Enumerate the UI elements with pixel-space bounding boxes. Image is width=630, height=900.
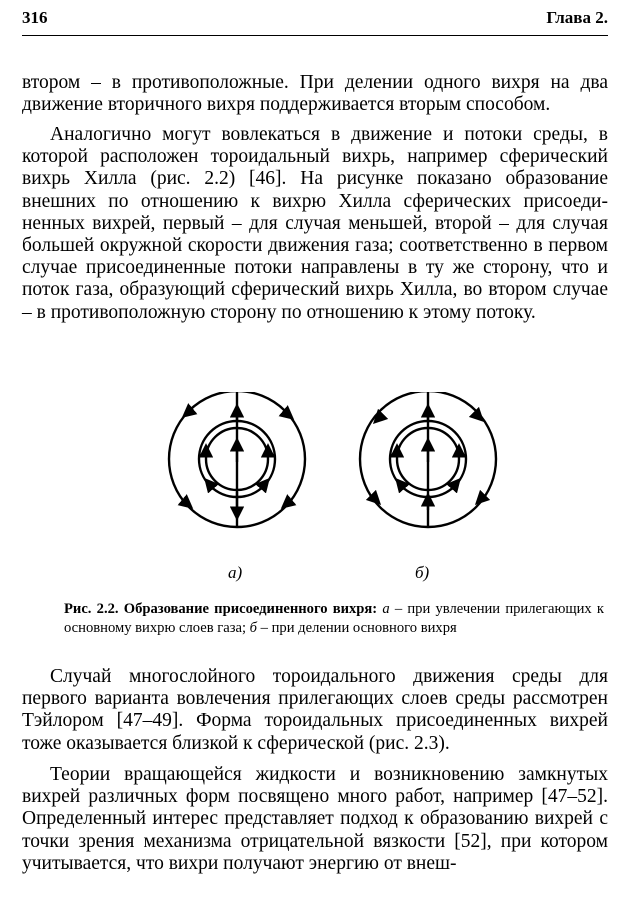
figure-caption [64, 600, 604, 638]
vortex-figure [0, 392, 630, 592]
page-header [22, 8, 608, 32]
paragraph-4: Теории вращающейся жидкости и возникновению замкнутых вихрей различных форм посвящено много работ, например [47–52]. Определенный интерес представляет подход к образованию вихрей с точки зрения механизма отрицательной вязкости [52], при котором учитывается, что вихри получают энергию от внеш- [22, 764, 608, 874]
caption-title: Рис. 2.2. Образование присоединенного вихря: [64, 601, 378, 617]
caption-a-letter: а [382, 601, 390, 617]
caption-b-letter: б [249, 620, 258, 636]
figure-label-b: б) [415, 563, 430, 582]
diagram-a [169, 392, 305, 527]
page-number: 316 [22, 8, 48, 27]
header-rule [22, 35, 608, 36]
diagram-b [360, 392, 496, 527]
figure-label-a: а) [228, 563, 243, 582]
chapter-title: Глава 2. [546, 8, 608, 27]
paragraph-2: Аналогично могут вовлекаться в движение и потоки среды, в которой расположен тороидальный вихрь, например сферический вихрь Хилла (рис. 2.2) [46]. На рисунке показано образование внешних по отношению к вихрю Хилла сферических присоединенных вихрей, первый – для случая меньшей, второй – для случая большей окружной скорости движения газа; соответственно в первом случае присоединенные потоки направлены в ту же сторону, что и поток газа, образующий сферический вихрь Хилла, во втором случае – в противоположную сторону по отношению к этому потоку. [22, 124, 608, 323]
paragraph-1: втором – в противоположные. При делении одного вихря на два движение вторичного вихря поддерживается вторым способом. [22, 72, 608, 116]
caption-a-text: – при увлечении прилегающих к основному вихрю слоев газа; [64, 601, 604, 636]
paragraph-3: Случай многослойного тороидального движения среды для первого варианта вовлечения прилегающих слоев среды рассмотрен Тэйлором [47–49]. Форма тороидальных присоединенных вихрей тоже оказывается близкой к сферической (рис. 2.3). [22, 666, 608, 754]
caption-b-text: – при делении основного вихря [260, 620, 457, 636]
